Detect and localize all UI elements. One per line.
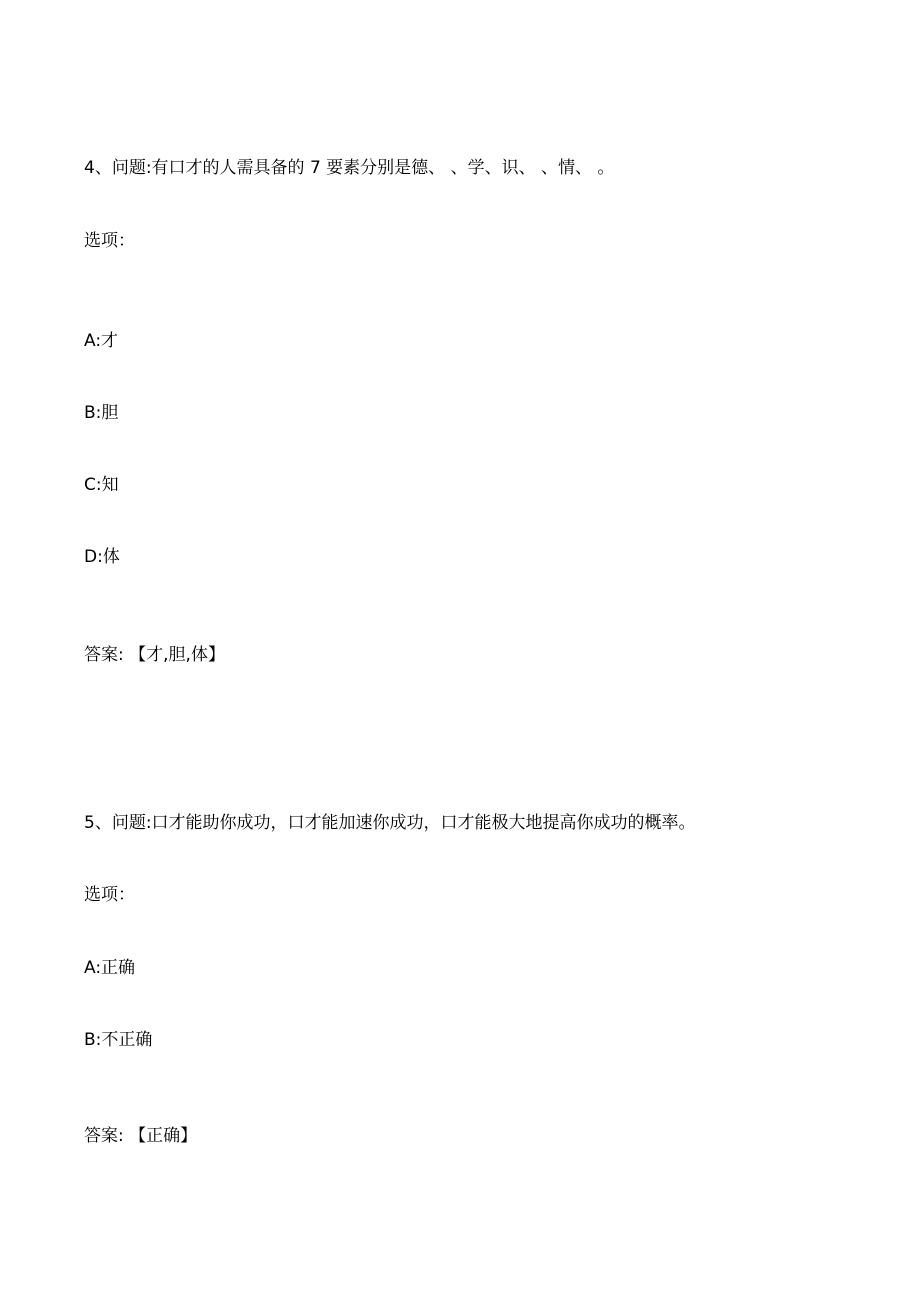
question-5-options-label: 选项： <box>84 885 135 905</box>
question-5-option-b: B:不正确 <box>84 1030 153 1050</box>
question-5-option-a: A:正确 <box>84 958 136 978</box>
question-5-answer: 答案: 【正确】 <box>84 1126 198 1146</box>
question-5-text: 5、问题:口才能助你成功，口才能加速你成功，口才能极大地提高你成功的概率。 <box>84 813 696 833</box>
question-4-text: 4、问题:有口才的人需具备的 7 要素分别是德、 、学、识、 、情、 。 <box>84 158 615 178</box>
question-4-option-d: D:体 <box>84 547 120 567</box>
question-4-option-c: C:知 <box>84 475 119 495</box>
question-4-options-label: 选项： <box>84 231 135 251</box>
question-4-answer: 答案: 【才,胆,体】 <box>84 645 225 665</box>
question-4-option-b: B:胆 <box>84 403 119 423</box>
question-4-option-a: A:才 <box>84 331 119 351</box>
